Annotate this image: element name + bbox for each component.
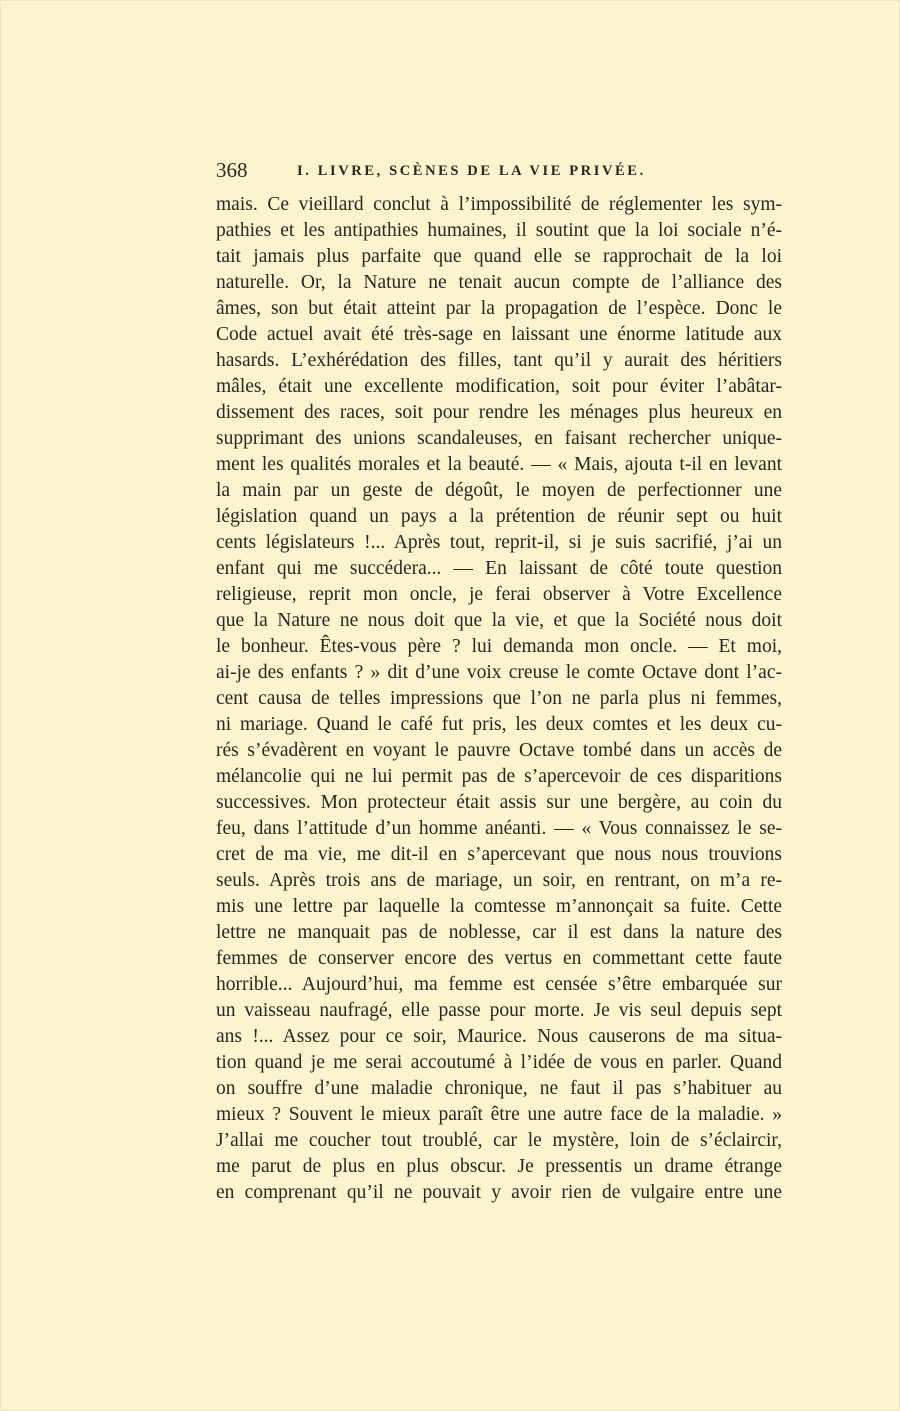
text-line: mis une lettre par laquelle la comtesse m’annonçait sa fuite. Cette	[216, 896, 782, 917]
text-line: que la Nature ne nous doit que la vie, et que la Société nous doit	[216, 610, 782, 631]
text-line: feu, dans l’attitude d’un homme anéanti. — « Vous connaissez le se-	[216, 818, 782, 839]
text-line: ai-je des enfants ? » dit d’une voix creuse le comte Octave dont l’ac-	[216, 662, 782, 683]
text-line: on souffre d’une maladie chronique, ne faut il pas s’habituer au	[216, 1078, 782, 1099]
page-number: 368	[216, 158, 248, 182]
text-line: tion quand je me serai accoutumé à l’idée de vous en parler. Quand	[216, 1052, 782, 1073]
text-line: âmes, son but était atteint par la propagation de l’espèce. Donc le	[216, 298, 782, 319]
text-line: tait jamais plus parfaite que quand elle se rapprochait de la loi	[216, 246, 782, 267]
text-line: en comprenant qu’il ne pouvait y avoir rien de vulgaire entre une	[216, 1182, 782, 1203]
running-title: I. LIVRE, SCÈNES DE LA VIE PRIVÉE.	[297, 163, 646, 179]
text-line: successives. Mon protecteur était assis sur une bergère, au coin du	[216, 792, 782, 813]
text-line: naturelle. Or, la Nature ne tenait aucun compte de l’alliance des	[216, 272, 782, 293]
text-line: mais. Ce vieillard conclut à l’impossibilité de réglementer les sym-	[216, 194, 782, 215]
text-line: lettre ne manquait pas de noblesse, car il est dans la nature des	[216, 922, 782, 943]
text-line: cret de ma vie, me dit-il en s’apercevant que nous nous trouvions	[216, 844, 782, 865]
running-head	[216, 157, 782, 183]
text-line: seuls. Après trois ans de mariage, un soir, en rentrant, on m’a re-	[216, 870, 782, 891]
text-line: femmes de conserver encore des vertus en commettant cette faute	[216, 948, 782, 969]
text-line: rés s’évadèrent en voyant le pauvre Octave tombé dans un accès de	[216, 740, 782, 761]
text-line: ni mariage. Quand le café fut pris, les deux comtes et les deux cu-	[216, 714, 782, 735]
text-line: cent causa de telles impressions que l’on ne parla plus ni femmes,	[216, 688, 782, 709]
text-line: hasards. L’exhérédation des filles, tant qu’il y aurait des héritiers	[216, 350, 782, 371]
text-line: religieuse, reprit mon oncle, je ferai observer à Votre Excellence	[216, 584, 782, 605]
text-line: un vaisseau naufragé, elle passe pour morte. Je vis seul depuis sept	[216, 1000, 782, 1021]
text-line: J’allai me coucher tout troublé, car le mystère, loin de s’éclaircir,	[216, 1130, 782, 1151]
text-line: ans !... Assez pour ce soir, Maurice. Nous causerons de ma situa-	[216, 1026, 782, 1047]
text-line: mieux ? Souvent le mieux paraît être une autre face de la maladie. »	[216, 1104, 782, 1125]
text-line: me parut de plus en plus obscur. Je pressentis un drame étrange	[216, 1156, 782, 1177]
text-line: la main par un geste de dégoût, le moyen de perfectionner une	[216, 480, 782, 501]
text-line: législation quand un pays a la prétention de réunir sept ou huit	[216, 506, 782, 527]
text-line: le bonheur. Êtes-vous père ? lui demanda mon oncle. — Et moi,	[216, 636, 782, 657]
text-line: pathies et les antipathies humaines, il soutint que la loi sociale n’é-	[216, 220, 782, 241]
body-text	[216, 192, 782, 1206]
text-line: Code actuel avait été très-sage en laissant une énorme latitude aux	[216, 324, 782, 345]
text-line: dissement des races, soit pour rendre les ménages plus heureux en	[216, 402, 782, 423]
text-line: enfant qui me succédera... — En laissant de côté toute question	[216, 558, 782, 579]
text-line: ment les qualités morales et la beauté. — « Mais, ajouta t-il en levant	[216, 454, 782, 475]
text-line: cents législateurs !... Après tout, reprit-il, si je suis sacrifié, j’ai un	[216, 532, 782, 553]
text-line: mâles, était une excellente modification, soit pour éviter l’abâtar-	[216, 376, 782, 397]
text-line: supprimant des unions scandaleuses, en faisant rechercher unique-	[216, 428, 782, 449]
text-line: mélancolie qui ne lui permit pas de s’apercevoir de ces disparitions	[216, 766, 782, 787]
text-line: horrible... Aujourd’hui, ma femme est censée s’être embarquée sur	[216, 974, 782, 995]
